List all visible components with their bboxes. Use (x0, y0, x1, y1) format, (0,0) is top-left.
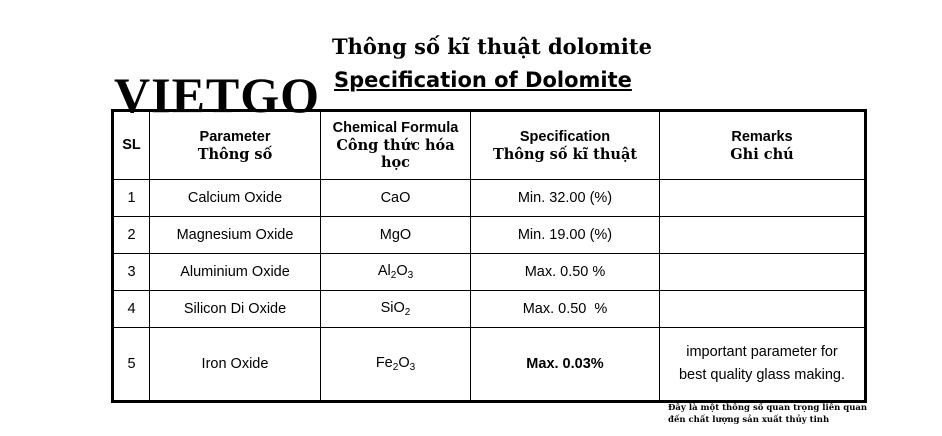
cell-formula (321, 328, 471, 402)
cell-remarks (660, 217, 866, 254)
header-remarks (660, 111, 866, 180)
header-chemical-formula (321, 111, 471, 180)
header-sl-label: SL (122, 137, 141, 153)
title-english: Specification of Dolomite (334, 68, 632, 92)
footnote-line: đến chất lượng sản xuất thủy tinh (668, 415, 830, 425)
cell-spec: Min. 32.00 (%) (471, 180, 660, 217)
cell-sl: 1 (113, 180, 150, 217)
formula-base: Al (377, 263, 391, 279)
formula-text: CaO (380, 190, 411, 206)
table-row (113, 254, 866, 291)
footnote-line: Đây là một thông số quan trọng liên quan (668, 403, 868, 413)
cell-spec: Max. 0.03% (471, 328, 660, 402)
cell-sl: 3 (113, 254, 150, 291)
formula-base: Fe (375, 355, 393, 371)
remarks-line: best quality glass making. (678, 367, 846, 383)
title-vietnamese: Thông số kĩ thuật dolomite (332, 34, 652, 59)
formula-base: SiO (380, 300, 405, 316)
cell-formula (321, 180, 471, 217)
formula-text: MgO (379, 227, 412, 243)
header-remarks-en: Remarks (731, 128, 793, 145)
header-specification (471, 111, 660, 180)
formula-subscript: 3 (409, 362, 416, 373)
formula-subscript: 2 (392, 362, 399, 373)
header-formula-vi: Công thức hóa học (336, 137, 455, 171)
table-row (113, 328, 866, 402)
table-row (113, 217, 866, 254)
cell-parameter: Magnesium Oxide (150, 217, 321, 254)
cell-spec: Max. 0.50 % (471, 291, 660, 328)
table-row (113, 180, 866, 217)
cell-spec: Max. 0.50 % (471, 254, 660, 291)
formula-subscript: 2 (404, 307, 411, 318)
cell-parameter: Iron Oxide (150, 328, 321, 402)
header-specification-en: Specification (519, 128, 611, 145)
cell-sl: 2 (113, 217, 150, 254)
vietgo-logo: VIETGO (114, 67, 321, 123)
cell-parameter: Silicon Di Oxide (150, 291, 321, 328)
header-specification-vi: Thông số kĩ thuật (492, 145, 638, 163)
remarks-line: important parameter for (686, 344, 838, 360)
header-formula-en: Chemical Formula (332, 120, 459, 136)
cell-remarks (660, 254, 866, 291)
cell-formula (321, 291, 471, 328)
cell-remarks (660, 180, 866, 217)
dolomite-spec-table (111, 109, 867, 403)
cell-spec: Min. 19.00 (%) (471, 217, 660, 254)
formula-subscript: 3 (407, 270, 414, 281)
table-row (113, 291, 866, 328)
cell-parameter: Aluminium Oxide (150, 254, 321, 291)
header-parameter-vi: Thông số (197, 145, 273, 163)
cell-formula (321, 254, 471, 291)
formula-mid: O (396, 263, 408, 279)
cell-remarks (660, 328, 866, 402)
footnote (668, 402, 867, 426)
cell-sl: 5 (113, 328, 150, 402)
cell-sl: 4 (113, 291, 150, 328)
header-remarks-vi: Ghi chú (730, 145, 794, 163)
header-parameter-en: Parameter (199, 128, 271, 145)
cell-formula (321, 217, 471, 254)
formula-subscript: 2 (390, 270, 397, 281)
cell-parameter: Calcium Oxide (150, 180, 321, 217)
cell-remarks (660, 291, 866, 328)
formula-mid: O (398, 355, 410, 371)
